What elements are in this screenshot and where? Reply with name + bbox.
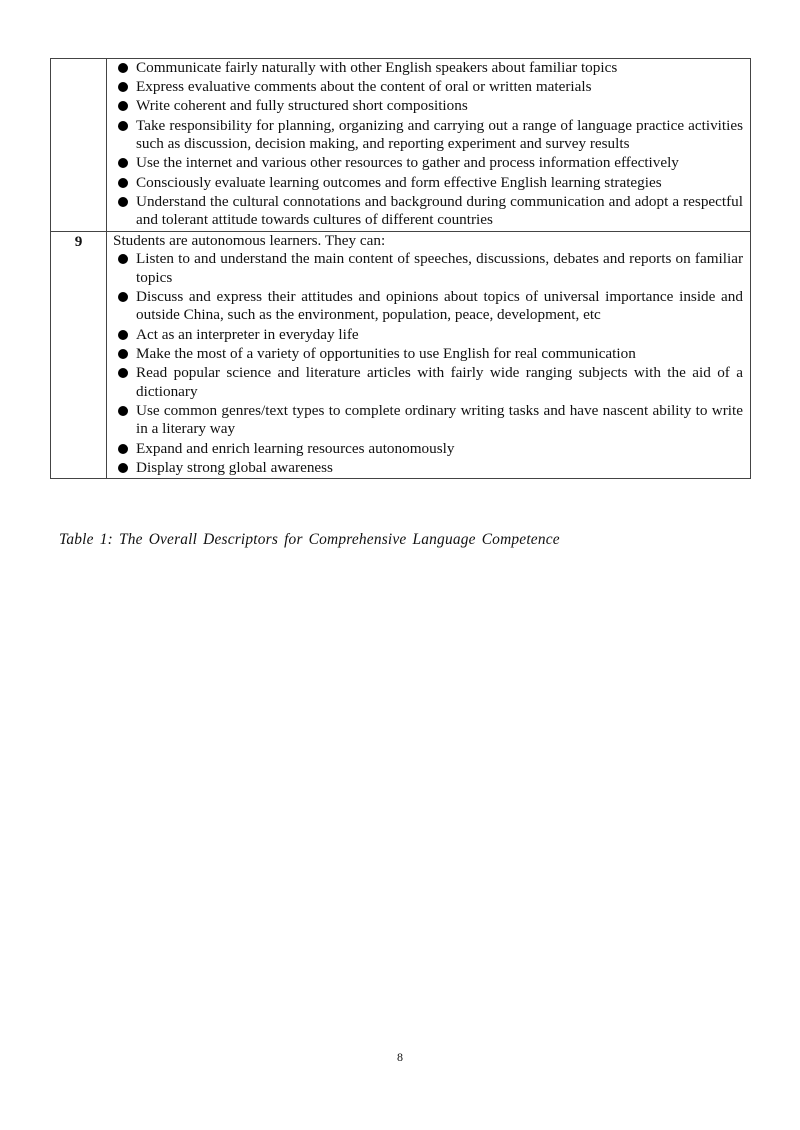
bullet-icon <box>118 368 128 378</box>
descriptor-text: Consciously evaluate learning outcomes and form effective English learning strategies <box>136 173 662 191</box>
list-item <box>113 345 743 364</box>
level-intro: Students are autonomous learners. They can: <box>113 231 386 249</box>
descriptor-list <box>113 59 743 230</box>
descriptor-text: Take responsibility for planning, organizing and carrying out a range of language practice activities such as discussion, decision making, and reporting experiment and survey results <box>136 116 743 153</box>
bullet-icon <box>118 463 128 473</box>
descriptor-text: Display strong global awareness <box>136 458 333 476</box>
descriptors-table <box>50 58 751 479</box>
bullet-icon <box>118 292 128 302</box>
bullet-icon <box>118 101 128 111</box>
list-item <box>113 97 743 116</box>
descriptor-text: Write coherent and fully structured short compositions <box>136 97 468 115</box>
list-item <box>113 78 743 97</box>
bullet-icon <box>118 254 128 264</box>
descriptor-cell <box>107 59 751 232</box>
level-cell <box>51 59 107 232</box>
bullet-icon <box>118 330 128 340</box>
descriptor-cell <box>107 231 751 478</box>
page-number: 8 <box>397 1050 403 1064</box>
descriptor-text: Make the most of a variety of opportunities to use English for real communication <box>136 344 636 362</box>
descriptor-text: Listen to and understand the main content of speeches, discussions, debates and reports on familiar topics <box>136 250 743 286</box>
bullet-icon <box>118 406 128 416</box>
table-row <box>51 231 751 478</box>
descriptor-text: Communicate fairly naturally with other English speakers about familiar topics <box>136 59 618 76</box>
list-item <box>113 402 743 439</box>
list-item <box>113 59 743 78</box>
descriptor-text: Expand and enrich learning resources autonomously <box>136 439 455 457</box>
table-caption: Table 1: The Overall Descriptors for Comprehensive Language Competence <box>59 531 560 548</box>
descriptor-text: Use the internet and various other resources to gather and process information effectively <box>136 154 679 172</box>
bullet-icon <box>118 158 128 168</box>
bullet-icon <box>118 63 128 73</box>
bullet-icon <box>118 82 128 92</box>
bullet-icon <box>118 121 128 131</box>
bullet-icon <box>118 197 128 207</box>
bullet-icon <box>118 178 128 188</box>
list-item <box>113 250 743 287</box>
descriptor-text: Read popular science and literature articles with fairly wide ranging subjects with the aid of a dictionary <box>136 364 743 400</box>
list-item <box>113 174 743 193</box>
list-item <box>113 193 743 230</box>
descriptor-text: Discuss and express their attitudes and opinions about topics of universal importance inside and outside China, such as the environment, population, peace, development, etc <box>136 287 743 324</box>
list-item <box>113 117 743 154</box>
descriptor-text: Express evaluative comments about the content of oral or written materials <box>136 78 592 96</box>
bullet-icon <box>118 444 128 454</box>
list-item <box>113 440 743 459</box>
list-item <box>113 364 743 401</box>
descriptor-text: Use common genres/text types to complete ordinary writing tasks and have nascent ability to write in a literary way <box>136 401 743 438</box>
descriptor-text: Act as an interpreter in everyday life <box>136 325 359 343</box>
list-item <box>113 326 743 345</box>
level-cell: 9 <box>51 231 107 478</box>
list-item <box>113 288 743 325</box>
descriptor-list <box>113 250 743 477</box>
bullet-icon <box>118 349 128 359</box>
list-item <box>113 154 743 173</box>
list-item <box>113 459 743 478</box>
table-row <box>51 59 751 232</box>
descriptor-text: Understand the cultural connotations and background during communication and adopt a respectful and tolerant attitude towards cultures of different countries <box>136 192 743 229</box>
